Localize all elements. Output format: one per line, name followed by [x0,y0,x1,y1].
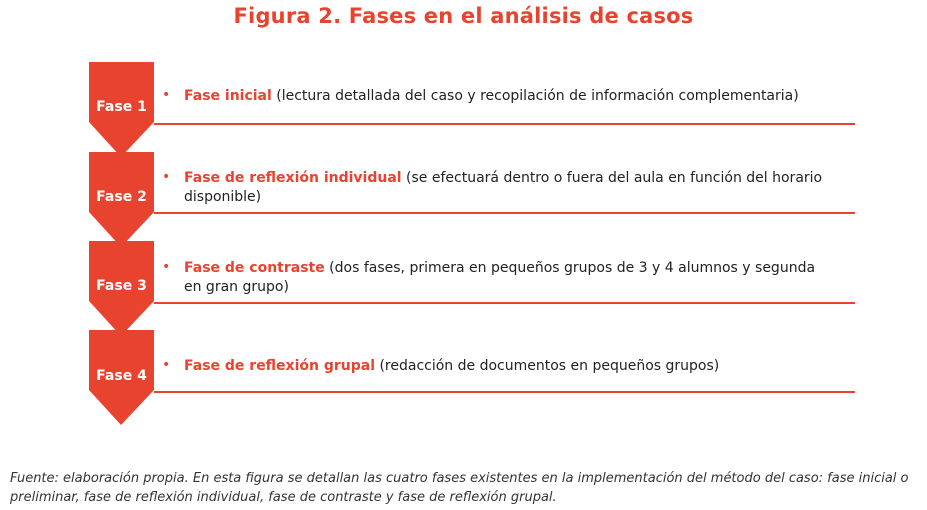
phase-4-label: Fase 4 [96,368,147,384]
phase-4-text [184,357,834,376]
phase-1-name: Fase inicial [184,88,272,104]
phase-2-description: (se efectuará dentro o fuera del aula en función del horario disponible) [184,170,823,205]
phase-3-bullet: • [162,259,171,275]
phase-row-2 [89,152,855,247]
phase-4-divider [154,391,855,393]
phase-1-description: (lectura detallada del caso y recopilación de información complementaria) [271,88,799,104]
phase-2-divider [154,212,855,214]
phase-2-label: Fase 2 [96,189,147,205]
phase-4-description: (redacción de documentos en pequeños grupos) [375,358,720,374]
figure-title: Figura 2. Fases en el análisis de casos [233,4,694,28]
phase-4-name: Fase de reflexión grupal [184,358,376,374]
source-footnote: Fuente: elaboración propia. En esta figura se detallan las cuatro fases existentes en la implementación del método del caso: fase inicial o preliminar, fase de reflexión individual, fase de contraste y fase de reflexión grupal. [10,471,909,505]
phase-1-bullet: • [162,87,171,103]
phase-2-text [184,169,834,207]
phase-1-label: Fase 1 [96,99,147,115]
phase-row-1 [89,62,855,157]
phase-3-divider [154,302,855,304]
phase-3-text [184,259,834,297]
phase-row-4 [89,330,855,425]
phase-2-bullet: • [162,169,171,185]
phase-4-bullet: • [162,357,171,373]
phase-row-3 [89,241,855,336]
phase-1-text [184,87,834,106]
phase-3-label: Fase 3 [96,278,147,294]
phase-2-name: Fase de reflexión individual [184,170,402,186]
phase-3-name: Fase de contraste [184,260,325,276]
phase-1-divider [154,123,855,125]
phase-3-description: (dos fases, primera en pequeños grupos de 3 y 4 alumnos y segunda en gran grupo) [184,260,816,295]
